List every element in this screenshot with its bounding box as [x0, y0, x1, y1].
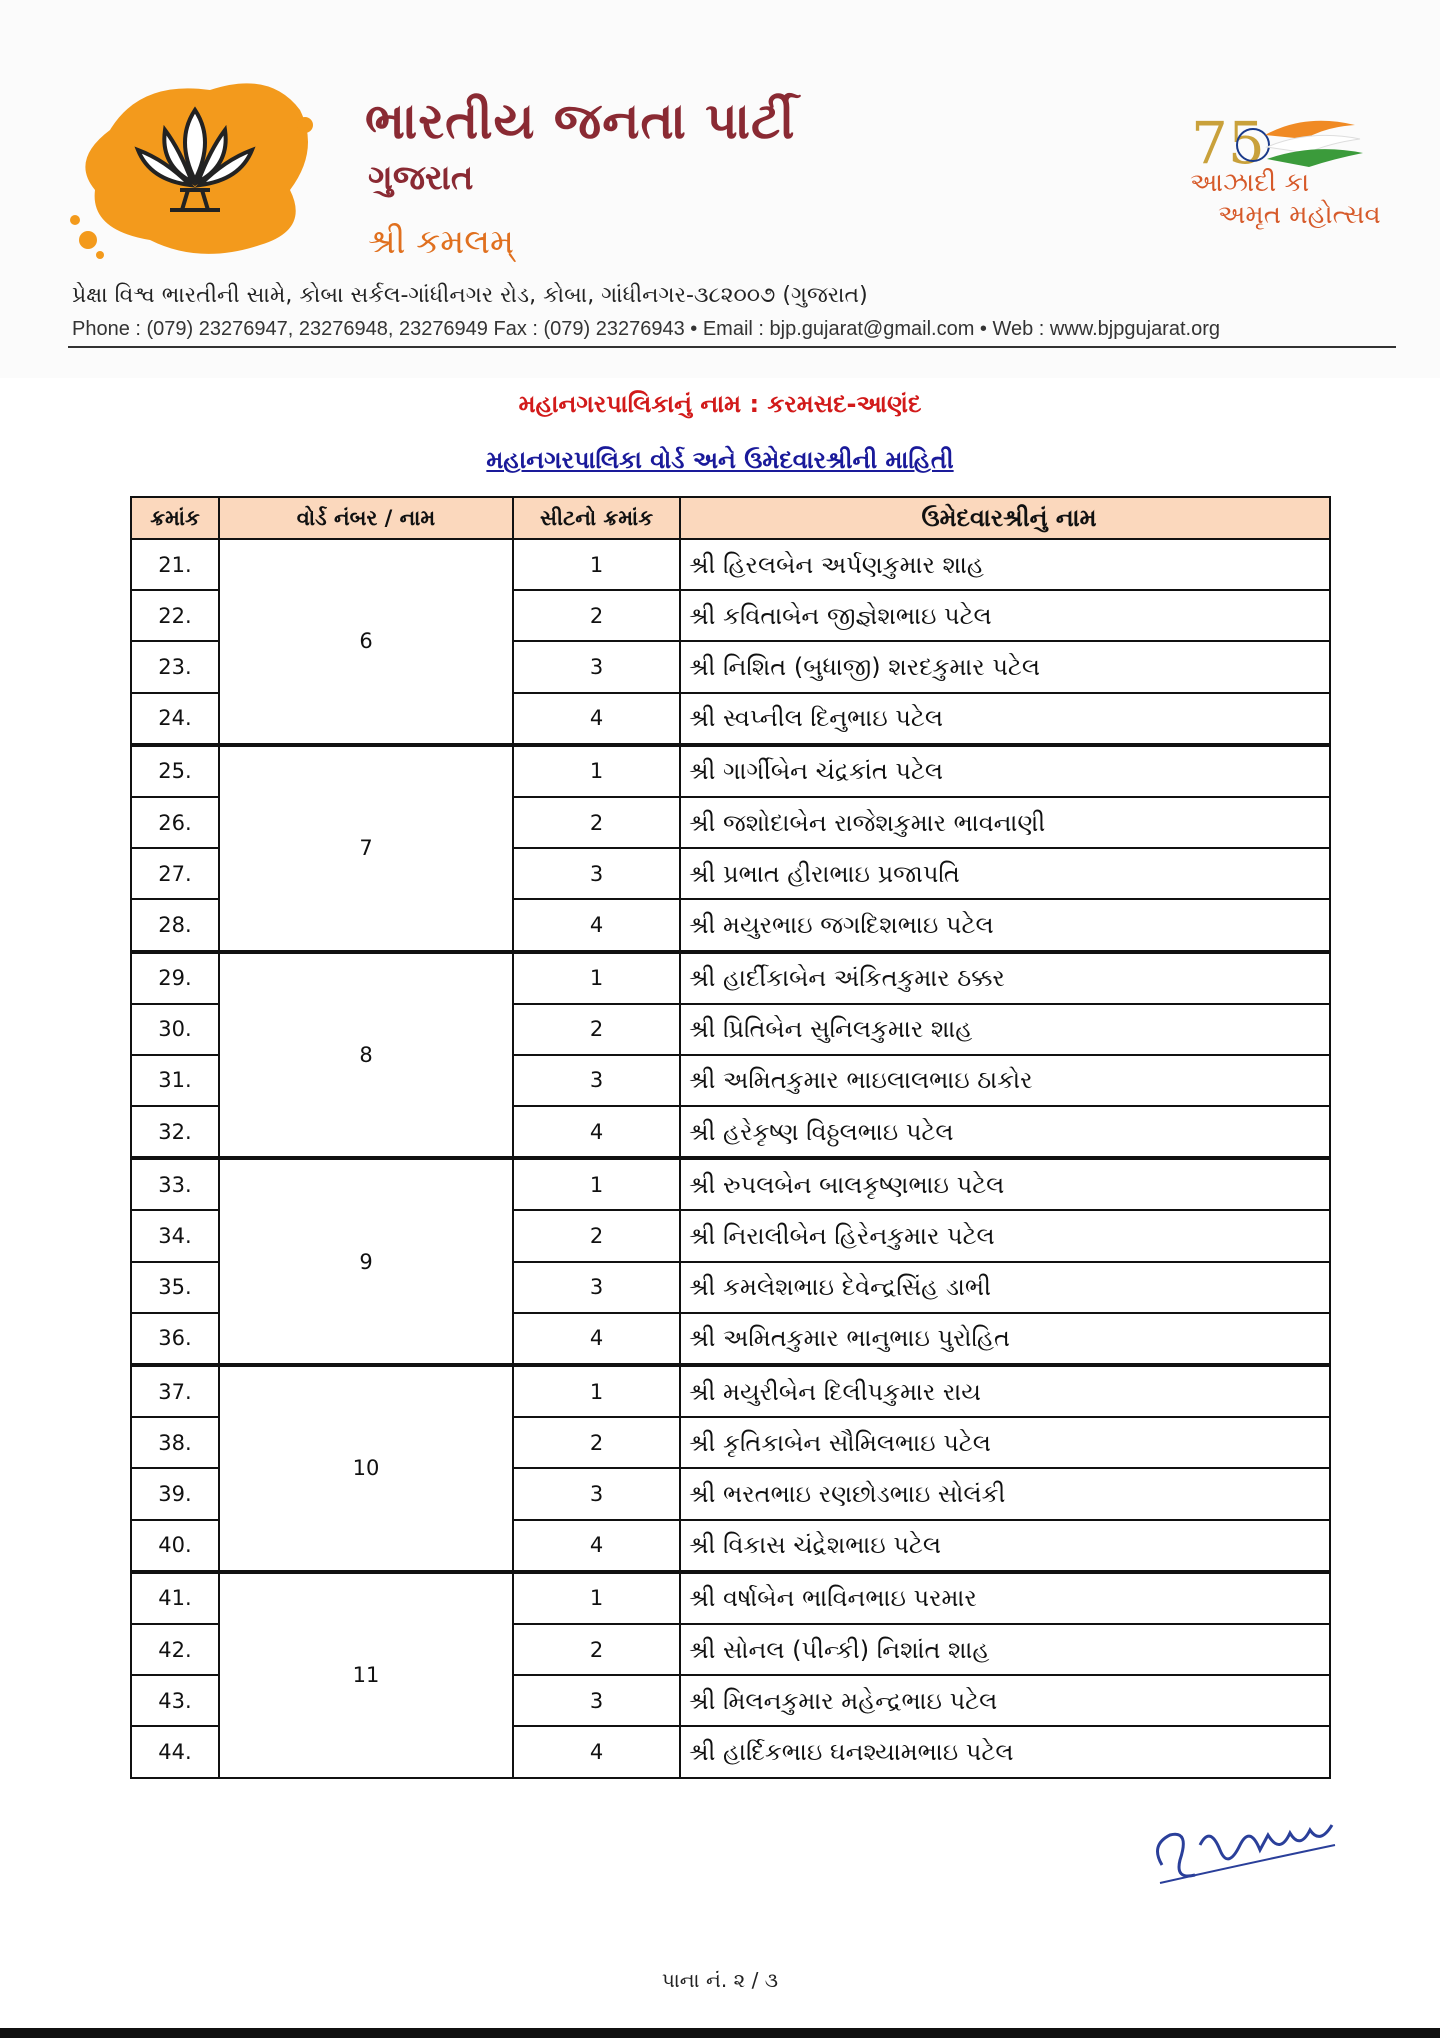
seat-cell: 4 [513, 1520, 680, 1572]
bjp-lotus-logo [70, 70, 320, 260]
seat-cell: 3 [513, 641, 680, 692]
header-serial: ક્રમાંક [131, 497, 219, 539]
table-row [131, 952, 1330, 1004]
azadi-75-mark: 75 [1191, 109, 1265, 177]
serial-cell: 34. [131, 1210, 219, 1261]
serial-cell: 42. [131, 1624, 219, 1675]
serial-cell: 30. [131, 1004, 219, 1055]
candidate-table [130, 496, 1331, 1779]
header-divider [68, 346, 1396, 348]
serial-cell: 29. [131, 952, 219, 1004]
seat-cell: 3 [513, 848, 680, 899]
seat-cell: 2 [513, 590, 680, 641]
candidate-name-cell: શ્રી કમલેશભાઇ દેવેન્દ્રસિંહ ડાભી [680, 1262, 1330, 1313]
table-body [131, 539, 1330, 1778]
seat-cell: 2 [513, 1624, 680, 1675]
section-heading [0, 446, 1440, 474]
candidate-name-cell: શ્રી અમિતકુમાર ભાઇલાલભાઇ ઠાકોર [680, 1055, 1330, 1106]
seat-cell: 4 [513, 693, 680, 745]
contact-details: Phone : (079) 23276947, 23276948, 23276949 Fax : (079) 23276943 • Email : bjp.gujarat@gmail.com • Web : www.bjpgujarat.org [72, 318, 1220, 340]
table-row [131, 1572, 1330, 1624]
serial-cell: 32. [131, 1106, 219, 1158]
seat-cell: 3 [513, 1675, 680, 1726]
seat-cell: 2 [513, 1004, 680, 1055]
candidate-name-cell: શ્રી હરેકૃષ્ણ વિઠ્ઠલભાઇ પટેલ [680, 1106, 1330, 1158]
serial-cell: 44. [131, 1726, 219, 1777]
ward-cell: 8 [219, 952, 513, 1159]
candidate-name-cell: શ્રી સ્વપ્નીલ દિનુભાઇ પટેલ [680, 693, 1330, 745]
seat-cell: 4 [513, 1726, 680, 1777]
seat-cell: 3 [513, 1468, 680, 1519]
serial-cell: 37. [131, 1365, 219, 1417]
serial-cell: 23. [131, 641, 219, 692]
header-candidate-name: ઉમેદવારશ્રીનું નામ [680, 497, 1330, 539]
candidate-name-cell: શ્રી હાર્દીકાબેન અંકિતકુમાર ઠક્કર [680, 952, 1330, 1004]
candidate-name-cell: શ્રી કૃતિકાબેન સૌમિલભાઇ પટેલ [680, 1417, 1330, 1468]
candidate-name-cell: શ્રી વર્ષાબેન ભાવિનભાઇ પરમાર [680, 1572, 1330, 1624]
serial-cell: 40. [131, 1520, 219, 1572]
header-ward: વોર્ડ નંબર / નામ [219, 497, 513, 539]
seat-cell: 2 [513, 1210, 680, 1261]
serial-cell: 26. [131, 797, 219, 848]
candidate-name-cell: શ્રી પ્રભાત હીરાભાઇ પ્રજાપતિ [680, 848, 1330, 899]
party-title: ભારતીય જનતા પાર્ટી [365, 92, 796, 150]
serial-cell: 28. [131, 899, 219, 951]
page-number: પાના નં. ૨ / ૩ [661, 1968, 779, 1992]
candidate-name-cell: શ્રી નિશિત (બુધાજી) શરદકુમાર પટેલ [680, 641, 1330, 692]
candidate-name-cell: શ્રી વિકાસ ચંદ્રેશભાઇ પટેલ [680, 1520, 1330, 1572]
ward-cell: 6 [219, 539, 513, 745]
table-row [131, 1158, 1330, 1210]
seat-cell: 1 [513, 1365, 680, 1417]
serial-cell: 35. [131, 1262, 219, 1313]
seat-cell: 2 [513, 1417, 680, 1468]
seat-cell: 4 [513, 1106, 680, 1158]
serial-cell: 21. [131, 539, 219, 590]
seat-cell: 1 [513, 539, 680, 590]
serial-cell: 31. [131, 1055, 219, 1106]
table-header-row [131, 497, 1330, 539]
office-address: પ્રેક્ષા વિશ્વ ભારતીની સામે, કોબા સર્કલ-ગાંધીનગર રોડ, કોબા, ગાંધીનગર-૩૮૨૦૦૭ (ગુજરાત) [72, 283, 868, 308]
candidate-name-cell: શ્રી નિરાલીબેન હિરેનકુમાર પટેલ [680, 1210, 1330, 1261]
candidate-name-cell: શ્રી અમિતકુમાર ભાનુભાઇ પુરોહિત [680, 1313, 1330, 1365]
corporation-name: મહાનગરપાલિકાનું નામ : કરમસદ-આણંદ [518, 390, 922, 418]
section-heading-text: મહાનગરપાલિકા વોર્ડ અને ઉમેદવારશ્રીની માહિતી [486, 446, 954, 474]
candidate-name-cell: શ્રી પ્રિતિબેન સુનિલકુમાર શાહ [680, 1004, 1330, 1055]
serial-cell: 43. [131, 1675, 219, 1726]
seat-cell: 1 [513, 952, 680, 1004]
candidate-name-cell: શ્રી ગાર્ગીબેન ચંદ્રકાંત પટેલ [680, 745, 1330, 797]
table-row [131, 745, 1330, 797]
seat-cell: 1 [513, 1158, 680, 1210]
table-row [131, 1365, 1330, 1417]
candidate-name-cell: શ્રી ભરતભાઇ રણછોડભાઇ સોલંકી [680, 1468, 1330, 1519]
seat-cell: 3 [513, 1055, 680, 1106]
table-row [131, 539, 1330, 590]
page-bottom-border [0, 2028, 1440, 2038]
seat-cell: 1 [513, 745, 680, 797]
candidate-name-cell: શ્રી મયુરભાઇ જગદિશભાઇ પટેલ [680, 899, 1330, 951]
azadi-line-2: અમૃત મહોત્સવ [1218, 200, 1381, 230]
ward-cell: 9 [219, 1158, 513, 1365]
candidate-name-cell: શ્રી મિલનકુમાર મહેન્દ્રભાઇ પટેલ [680, 1675, 1330, 1726]
serial-cell: 38. [131, 1417, 219, 1468]
ward-cell: 7 [219, 745, 513, 952]
seat-cell: 3 [513, 1262, 680, 1313]
candidate-name-cell: શ્રી મયુરીબેન દિલીપકુમાર રાય [680, 1365, 1330, 1417]
serial-cell: 36. [131, 1313, 219, 1365]
serial-cell: 22. [131, 590, 219, 641]
serial-cell: 25. [131, 745, 219, 797]
serial-cell: 27. [131, 848, 219, 899]
candidate-name-cell: શ્રી હાર્દિકભાઇ ઘનશ્યામભાઇ પટેલ [680, 1726, 1330, 1777]
seat-cell: 2 [513, 797, 680, 848]
serial-cell: 41. [131, 1572, 219, 1624]
serial-cell: 33. [131, 1158, 219, 1210]
serial-cell: 39. [131, 1468, 219, 1519]
candidate-name-cell: શ્રી સોનલ (પીન્કી) નિશાંત શાહ [680, 1624, 1330, 1675]
seat-cell: 4 [513, 899, 680, 951]
serial-cell: 24. [131, 693, 219, 745]
party-tagline: શ્રી કમલમ્ [368, 222, 514, 262]
header-seat: સીટનો ક્રમાંક [513, 497, 680, 539]
signature [1150, 1805, 1340, 1895]
candidate-name-cell: શ્રી જશોદાબેન રાજેશકુમાર ભાવનાણી [680, 797, 1330, 848]
party-state: ગુજરાત [368, 158, 474, 198]
seat-cell: 4 [513, 1313, 680, 1365]
seat-cell: 1 [513, 1572, 680, 1624]
ward-cell: 10 [219, 1365, 513, 1572]
candidate-name-cell: શ્રી કવિતાબેન જીજ્ઞેશભાઇ પટેલ [680, 590, 1330, 641]
candidate-name-cell: શ્રી રુપલબેન બાલકૃષ્ણભાઇ પટેલ [680, 1158, 1330, 1210]
candidate-name-cell: શ્રી હિરલબેન અર્પણકુમાર શાહ [680, 539, 1330, 590]
azadi-line-1: આઝાદી કા [1190, 168, 1310, 198]
ward-cell: 11 [219, 1572, 513, 1778]
